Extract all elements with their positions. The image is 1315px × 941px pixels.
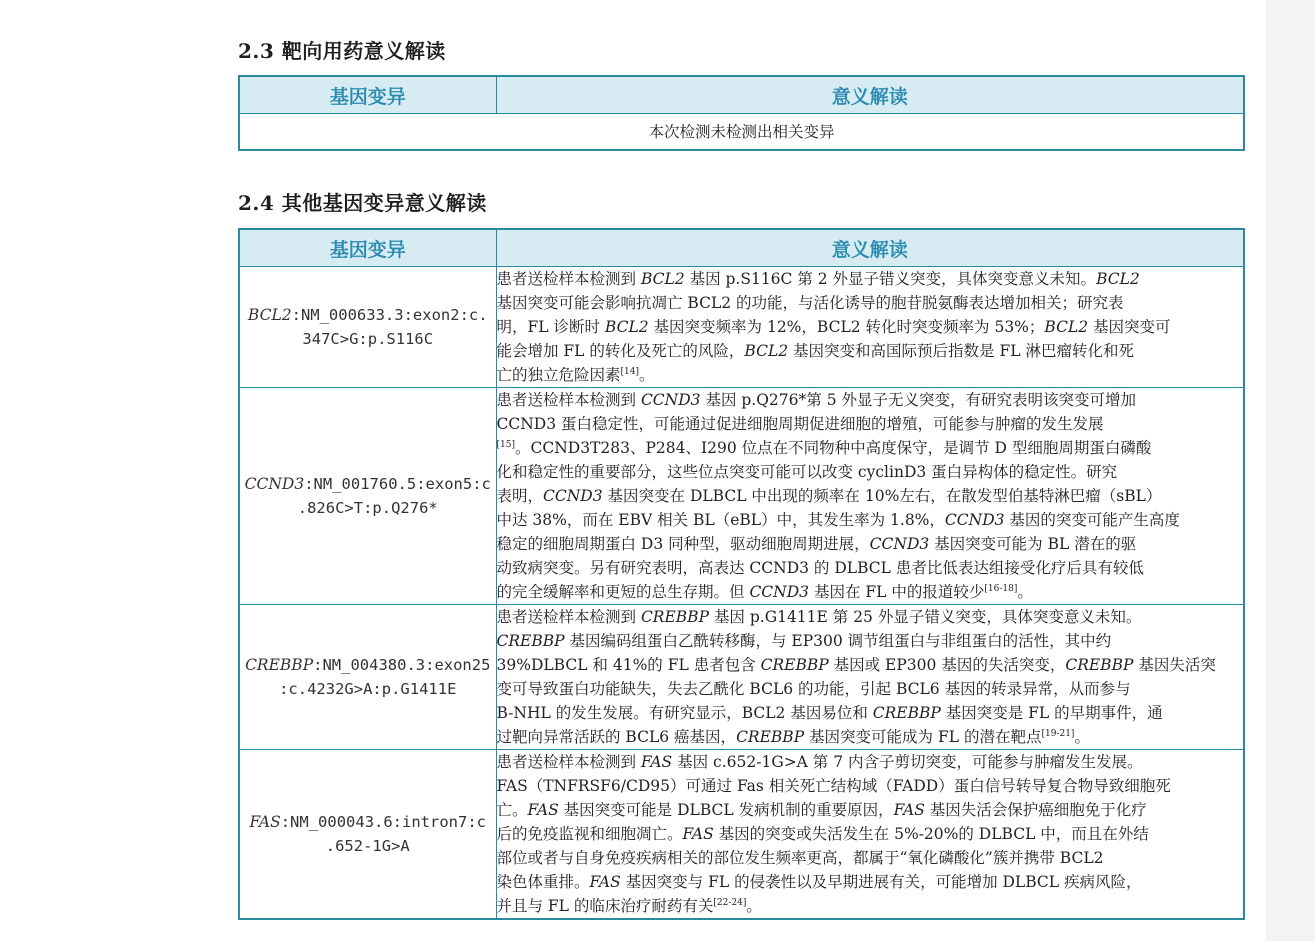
- citation: [14]: [620, 366, 639, 377]
- variant-notation: :NM_000633.3:exon2:c.: [291, 306, 488, 324]
- text-run: 基因突变可: [1088, 318, 1171, 336]
- text-run: 亡的独立危险因素: [496, 366, 621, 384]
- header-gene-variant: 基因变异: [239, 76, 496, 114]
- header-gene-variant: 基因变异: [239, 229, 496, 267]
- citation: [15]: [496, 439, 515, 450]
- text-run: 。: [639, 366, 655, 384]
- interpretation-line: [497, 774, 1244, 798]
- text-run: 亡。: [496, 801, 528, 819]
- variant-notation: :NM_004380.3:exon25: [313, 656, 491, 674]
- interpretation-line: [497, 725, 1244, 749]
- text-run: 基因失活突: [1133, 656, 1216, 674]
- gene-name-italic: BCL2: [744, 342, 789, 360]
- text-run: 39%DLBCL 和 41%的 FL 患者包含: [496, 656, 761, 674]
- gene-name-italic: CCND3: [749, 583, 810, 601]
- text-run: 表明，: [496, 487, 544, 505]
- text-run: 基因 p.G1411E 第 25 外显子错义突变，具体突变意义未知。: [709, 608, 1142, 626]
- table-row: [239, 605, 1244, 750]
- interpretation-line: [497, 750, 1244, 774]
- text-run: 基因的突变或失活发生在 5%-20%的 DLBCL 中，而且在外结: [713, 825, 1149, 843]
- gene-name-italic: FAS: [640, 753, 673, 771]
- interpretation-line: [497, 629, 1244, 653]
- gene-name-italic: CREBBP: [496, 632, 565, 650]
- variant-notation: :NM_000043.6:intron7:c: [280, 813, 487, 831]
- header-meaning: 意义解读: [496, 76, 1244, 114]
- interpretation-line: [497, 556, 1244, 580]
- table-row: [239, 267, 1244, 388]
- interpretation-line: [497, 339, 1244, 363]
- interpretation-line: [497, 701, 1244, 725]
- citation: [19-21]: [1041, 728, 1075, 739]
- interpretation-line: [497, 436, 1244, 460]
- citation: [16-18]: [984, 583, 1018, 594]
- interpretation-cell: [496, 750, 1244, 920]
- table-row: [239, 750, 1244, 920]
- text-run: 基因突变可能成为 FL 的潜在靶点: [804, 728, 1042, 746]
- variant-notation-cont: :c.4232G>A:p.G1411E: [279, 680, 457, 698]
- text-run: 中达 38%，而在 EBV 相关 BL（eBL）中，其发生率为 1.8%，: [496, 511, 945, 529]
- gene-variant-cell: [239, 750, 496, 920]
- gene-name-italic: CCND3: [944, 511, 1005, 529]
- text-run: 基因突变与 FL 的侵袭性以及早期进展有关，可能增加 DLBCL 疾病风险，: [620, 873, 1142, 891]
- text-run: 基因 p.Q276*第 5 外显子无义突变，有研究表明该突变可增加: [700, 391, 1136, 409]
- interpretation-line: [497, 653, 1244, 677]
- interpretation-line: [497, 363, 1244, 387]
- text-run: CCND3 蛋白稳定性，可能通过促进细胞周期促进细胞的增殖，可能参与肿瘤的发生发展: [496, 415, 1104, 433]
- text-run: 基因突变可能为 BL 潜在的驱: [929, 535, 1137, 553]
- interpretation-line: [497, 412, 1244, 436]
- text-run: 后的免疫监视和细胞凋亡。: [496, 825, 683, 843]
- gene-name-italic: CREBBP: [1065, 656, 1134, 674]
- text-run: 部位或者与自身免疫疾病相关的部位发生频率更高，都属于“氧化磷酸化”簇并携带 BCL2: [496, 849, 1104, 867]
- gene-name-italic: CREBBP: [872, 704, 941, 722]
- text-run: 。: [1017, 583, 1033, 601]
- targeted-drug-table: [238, 75, 1245, 151]
- gene-name-italic: CREBBP: [760, 656, 829, 674]
- interpretation-line: [497, 532, 1244, 556]
- interpretation-line: [497, 460, 1244, 484]
- gene-name-italic: CCND3: [869, 535, 930, 553]
- text-run: 患者送检样本检测到: [496, 753, 641, 771]
- interpretation-line: [497, 315, 1244, 339]
- variant-notation-cont: 347C>G:p.S116C: [302, 330, 434, 348]
- text-run: 明，FL 诊断时: [496, 318, 605, 336]
- interpretation-line: [497, 508, 1244, 532]
- text-run: 基因编码组蛋白乙酰转移酶，与 EP300 调节组蛋白与非组蛋白的活性，其中约: [564, 632, 1112, 650]
- gene-name: CCND3: [244, 475, 305, 493]
- interpretation-line: [497, 822, 1244, 846]
- gene-name-italic: FAS: [682, 825, 714, 843]
- gene-variant-cell: [239, 388, 496, 605]
- text-run: 基因突变和高国际预后指数是 FL 淋巴瘤转化和死: [788, 342, 1134, 360]
- interpretation-line: [497, 677, 1244, 701]
- citation: [22-24]: [713, 897, 747, 908]
- gene-name: BCL2: [247, 306, 292, 324]
- text-run: B-NHL 的发生发展。有研究显示，BCL2 基因易位和: [496, 704, 873, 722]
- interpretation-cell: [496, 605, 1244, 750]
- text-run: 。: [746, 897, 762, 915]
- variant-notation-cont: .826C>T:p.Q276*: [297, 499, 438, 517]
- gene-variant-cell: [239, 267, 496, 388]
- other-gene-table: [238, 228, 1245, 920]
- interpretation-line: [497, 267, 1244, 291]
- gene-name-italic: BCL2: [604, 318, 649, 336]
- gene-name-italic: CCND3: [640, 391, 701, 409]
- gene-name-italic: CREBBP: [736, 728, 805, 746]
- text-run: 动致病突变。另有研究表明，高表达 CCND3 的 DLBCL 患者比低表达组接受化疗后具有较低: [496, 559, 1144, 577]
- section-2-4-title: 2.4 其他基因变异意义解读: [238, 191, 487, 215]
- gene-name-italic: CCND3: [543, 487, 603, 505]
- interpretation-line: [497, 870, 1244, 894]
- gene-name-italic: FAS: [527, 801, 559, 819]
- gene-name-italic: FAS: [589, 873, 621, 891]
- text-run: 并且与 FL 的临床治疗耐药有关: [496, 897, 714, 915]
- gene-name-italic: BCL2: [1096, 270, 1140, 288]
- text-run: 过靶向异常活跃的 BCL6 癌基因，: [496, 728, 737, 746]
- text-run: 患者送检样本检测到: [496, 608, 641, 626]
- header-meaning: 意义解读: [496, 229, 1244, 267]
- gene-variant-cell: [239, 605, 496, 750]
- table-row: [239, 114, 1244, 151]
- text-run: 基因或 EP300 基因的失活突变，: [828, 656, 1066, 674]
- table-header-row: [239, 229, 1244, 267]
- text-run: 患者送检样本检测到: [496, 391, 641, 409]
- text-run: 基因突变频率为 12%，BCL2 转化时突变频率为 53%；: [648, 318, 1045, 336]
- gene-name: FAS: [249, 813, 281, 831]
- text-run: 基因突变可能会影响抗凋亡 BCL2 的功能，与活化诱导的胞苷脱氨酶表达增加相关；研究表: [496, 294, 1124, 312]
- gene-name-italic: BCL2: [1044, 318, 1089, 336]
- text-run: 化和稳定性的重要部分，这些位点突变可能可以改变 cyclinD3 蛋白异构体的稳定性。研究: [496, 463, 1118, 481]
- text-run: 基因 c.652-1G>A 第 7 内含子剪切突变，可能参与肿瘤发生发展。: [672, 753, 1143, 771]
- text-run: 基因失活会保护癌细胞免于化疗: [924, 801, 1147, 819]
- interpretation-line: [497, 605, 1244, 629]
- text-run: 染色体重排。: [496, 873, 590, 891]
- text-run: 患者送检样本检测到: [496, 270, 641, 288]
- variant-notation-cont: .652-1G>A: [325, 837, 410, 855]
- interpretation-cell: [496, 388, 1244, 605]
- gene-name-italic: CREBBP: [640, 608, 709, 626]
- no-variant-message: 本次检测未检测出相关变异: [239, 114, 1244, 151]
- text-run: 基因 p.S116C 第 2 外显子错义突变，具体突变意义未知。: [684, 270, 1097, 288]
- text-run: 。: [1074, 728, 1090, 746]
- interpretation-line: [497, 291, 1244, 315]
- text-run: 基因突变是 FL 的早期事件，通: [940, 704, 1163, 722]
- interpretation-line: [497, 798, 1244, 822]
- table-row: [239, 388, 1244, 605]
- text-run: 基因突变在 DLBCL 中出现的频率在 10%左右，在散发型伯基特淋巴瘤（sBL）: [602, 487, 1162, 505]
- text-run: 稳定的细胞周期蛋白 D3 同种型，驱动细胞周期进展，: [496, 535, 870, 553]
- interpretation-line: [497, 388, 1244, 412]
- table-header-row: [239, 76, 1244, 114]
- gene-name: CREBBP: [245, 656, 314, 674]
- text-run: 基因突变可能是 DLBCL 发病机制的重要原因，: [558, 801, 894, 819]
- text-run: 基因的突变可能产生高度: [1004, 511, 1180, 529]
- interpretation-line: [497, 484, 1244, 508]
- text-run: 基因在 FL 中的报道较少: [809, 583, 985, 601]
- text-run: 的完全缓解率和更短的总生存期。但: [496, 583, 750, 601]
- interpretation-line: [497, 580, 1244, 604]
- text-run: 能会增加 FL 的转化及死亡的风险，: [496, 342, 745, 360]
- gene-name-italic: FAS: [893, 801, 925, 819]
- interpretation-cell: [496, 267, 1244, 388]
- interpretation-line: [497, 894, 1244, 918]
- text-run: FAS（TNFRSF6/CD95）可通过 Fas 相关死亡结构域（FADD）蛋白信号转导复合物导致细胞死: [496, 777, 1171, 795]
- text-run: 。CCND3T283、P284、I290 位点在不同物种中高度保守，是调节 D 型细胞周期蛋白磷酸: [514, 439, 1152, 457]
- text-run: 变可导致蛋白功能缺失，失去乙酰化 BCL6 的功能，引起 BCL6 基因的转录异常，从而参与: [496, 680, 1131, 698]
- interpretation-line: [497, 846, 1244, 870]
- gene-name-italic: BCL2: [640, 270, 685, 288]
- section-2-3-title: 2.3 靶向用药意义解读: [238, 39, 446, 63]
- variant-notation: :NM_001760.5:exon5:c: [304, 475, 491, 493]
